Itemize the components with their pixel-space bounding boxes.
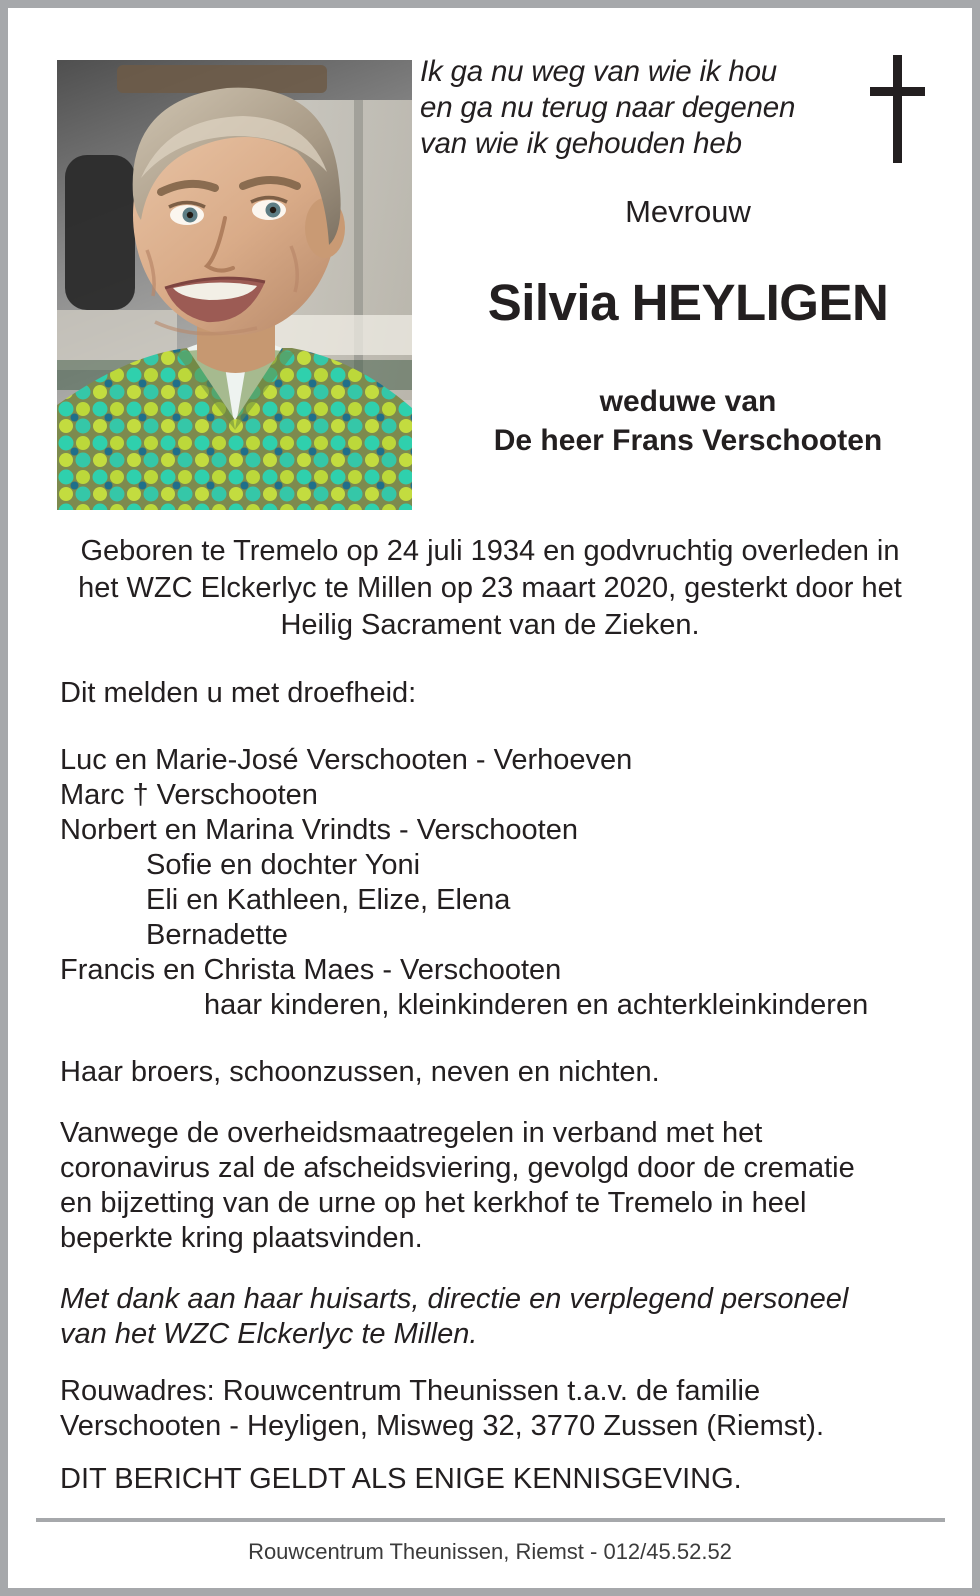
- relation-label: weduwe van: [599, 385, 777, 418]
- family-line: Marc † Verschooten: [60, 779, 318, 811]
- family-line: Norbert en Marina Vrindts - Verschooten: [60, 814, 578, 846]
- notice-body: [8, 478, 972, 1497]
- address-line: Rouwadres: Rouwcentrum Theunissen t.a.v. de familie: [60, 1375, 761, 1407]
- funeral-home-footer: Rouwcentrum Theunissen, Riemst - 012/45.52.52: [248, 1539, 732, 1564]
- thanks-line: van het WZC Elckerlyc te Millen.: [60, 1318, 478, 1350]
- thanks-paragraph: [8, 1282, 972, 1352]
- spouse-name: De heer Frans Verschooten: [493, 424, 883, 457]
- family-line: Sofie en dochter Yoni: [146, 849, 421, 881]
- thanks-line: Met dank aan haar huisarts, directie en verplegend personeel: [60, 1283, 849, 1315]
- corona-line: Vanwege de overheidsmaatregelen in verband met het: [60, 1117, 763, 1149]
- family-line: Francis en Christa Maes - Verschooten: [60, 954, 562, 986]
- cross-vertical-bar: [893, 55, 902, 163]
- obituary-card: [8, 8, 972, 1588]
- single-notice-statement: DIT BERICHT GELDT ALS ENIGE KENNISGEVING.: [60, 1463, 742, 1495]
- birth-death-paragraph: [8, 478, 972, 644]
- family-line: Eli en Kathleen, Elize, Elena: [146, 884, 511, 916]
- latin-cross-icon: [867, 55, 927, 163]
- salutation: Mevrouw: [625, 194, 751, 229]
- deceased-name: Silvia HEYLIGEN: [487, 274, 889, 331]
- quote-line: en ga nu terug naar degenen: [420, 91, 796, 124]
- corona-line: coronavirus zal de afscheidsviering, gevolgd door de crematie: [60, 1152, 855, 1184]
- family-line: haar kinderen, kleinkinderen en achterkleinkinderen: [204, 989, 869, 1021]
- family-list: [8, 743, 972, 1023]
- corona-line: beperkte kring plaatsvinden.: [60, 1222, 423, 1254]
- quote-line: Ik ga nu weg van wie ik hou: [420, 55, 778, 88]
- cross-horizontal-bar: [870, 87, 925, 96]
- header-text-column: [412, 8, 972, 478]
- family-line: Bernadette: [146, 919, 288, 951]
- mourning-address: [8, 1374, 972, 1444]
- notice-header: [8, 8, 972, 478]
- corona-paragraph: [8, 1116, 972, 1256]
- birth-death-line: Geboren te Tremelo op 24 juli 1934 en godvruchtig overleden: [80, 535, 869, 567]
- quote-line: van wie ik gehouden heb: [420, 127, 742, 160]
- birth-death-line: in het WZC Elckerlyc te Millen op 23 maart 2020, gesterkt: [78, 535, 900, 604]
- announcement-intro: Dit melden u met droefheid:: [60, 677, 417, 709]
- footer-divider: [36, 1518, 945, 1522]
- memorial-quote: [420, 54, 820, 162]
- corona-line: en bijzetting van de urne op het kerkhof te Tremelo in heel: [60, 1187, 807, 1219]
- relatives-line: Haar broers, schoonzussen, neven en nichten.: [60, 1056, 660, 1088]
- family-line: Luc en Marie-José Verschooten - Verhoeven: [60, 744, 633, 776]
- birth-death-line: door het Heilig Sacrament van de Zieken.: [280, 572, 902, 641]
- deceased-photo: [57, 60, 412, 510]
- spouse-relation: [412, 382, 964, 460]
- address-line: Verschooten - Heyligen, Misweg 32, 3770 Zussen (Riemst).: [60, 1410, 825, 1442]
